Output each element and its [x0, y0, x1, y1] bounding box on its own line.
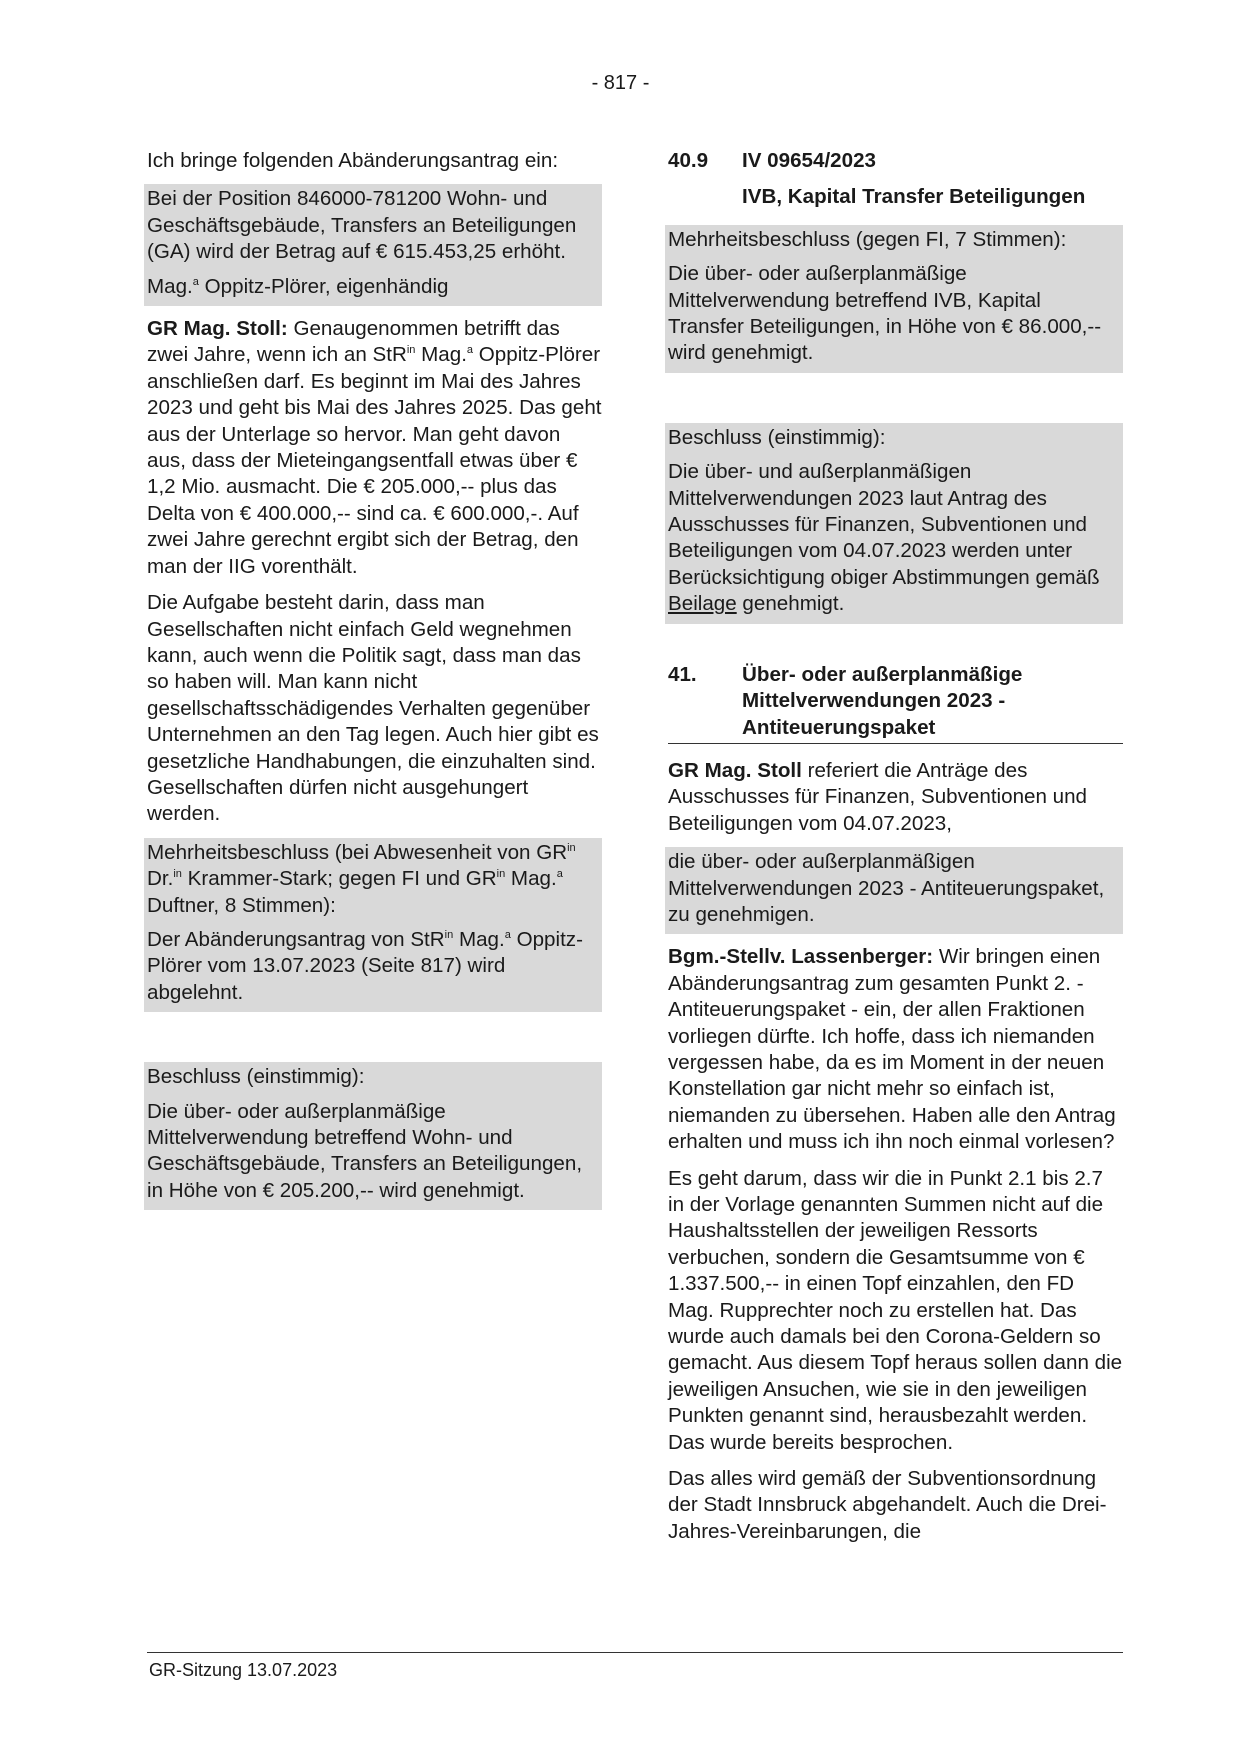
rejection-text: Der Abänderungsantrag von StR$^{in}$ Mag.$^a$ Oppitz-Plörer vom 13.07.2023 (Seite 817) wird abgelehnt.: [147, 927, 583, 1004]
overall-resolution-label: Beschluss (einstimmig):: [668, 425, 886, 449]
item-title: IVB, Kapital Transfer Beteiligungen: [742, 185, 1086, 209]
task-paragraph: Die Aufgabe besteht darin, dass man Gesellschaften nicht einfach Geld wegnehmen kann, auch wenn die Politik sagt, dass man das so haben will. Man kann nicht gesellschaftsschädigendes Verhalten gegenüber Unternehmen an den Tag legen. Auch hier gibt es gesetzliche Handhabungen, die einzuhalten sind. Gesellschaften dürfen nicht ausgehungert werden.: [147, 591, 599, 826]
item-heading: [668, 148, 1123, 174]
section-title: Über- oder außerplanmäßige Mittelverwendungen 2023 - Antiteuerungspaket: [742, 662, 1023, 739]
speaker-name: GR Mag. Stoll:: [147, 317, 288, 341]
speaker-name: GR Mag. Stoll: [668, 758, 802, 782]
subsidy-paragraph: Das alles wird gemäß der Subventionsordnung der Stadt Innsbruck abgehandelt. Auch die Drei-Jahres-Vereinbarungen, die: [668, 1467, 1107, 1543]
motion-text: die über- oder außerplanmäßigen Mittelverwendungen 2023 - Antiteuerungspaket, zu genehmigen.: [668, 850, 1105, 926]
stoll-statement: GR Mag. Stoll: Genaugenommen betrifft das zwei Jahre, wenn ich an StR$^{in}$ Mag.$^a$ Oppitz-Plörer anschließen darf. Es beginnt im Mai des Jahres 2023 und geht bis Mai des Jahres 2025. Das geht aus der Unterlage so hervor. Man geht davon aus, dass der Mieteingangsentfall etwas über € 1,2 Mio. ausmacht. Die € 205.000,-- plus das Delta von € 400.000,-- sind ca. € 600.000,-. Auf zwei Jahre gerechnt ergibt sich der Betrag, den man der IIG vorenthält.: [147, 317, 602, 578]
lassenberger-statement: Bgm.-Stellv. Lassenberger: Wir bringen einen Abänderungsantrag zum gesamten Punkt 2. - Antiteuerungspaket - ein, der allen Fraktionen vorliegen dürfte. Ich hoffe, dass ich niemanden vergessen habe, da es im Moment in der neuen Konstellation gar nicht mehr so einfach ist, niemanden zu übersehen. Haben alle den Antrag erhalten und muss ich ihn noch einmal vorlesen?: [668, 945, 1116, 1154]
right-column: [668, 148, 1123, 1555]
item-code: IV 09654/2023: [742, 149, 876, 172]
section-number: 41.: [668, 662, 697, 686]
amendment-box: [144, 184, 602, 306]
footer-divider: [147, 1652, 1123, 1653]
left-column: [147, 148, 602, 1220]
section-heading: [668, 662, 1123, 744]
amendment-text: Bei der Position 846000-781200 Wohn- und Geschäftsgebäude, Transfers an Beteiligungen (GA) wird der Betrag auf € 615.453,25 erhöht.: [147, 187, 577, 264]
amendment-signature: Mag.$^a$ Oppitz-Plörer, eigenhändig: [147, 274, 449, 298]
speaker-name: Bgm.-Stellv. Lassenberger:: [668, 945, 934, 969]
overall-resolution-box: [665, 423, 1123, 624]
item-decision-box: [665, 225, 1123, 373]
resolution-label: Beschluss (einstimmig):: [147, 1065, 365, 1089]
intro-paragraph: Ich bringe folgenden Abänderungsantrag ein:: [147, 149, 559, 172]
item-majority-decision: Mehrheitsbeschluss (gegen FI, 7 Stimmen):: [668, 227, 1067, 251]
page-number: - 817 -: [591, 72, 650, 94]
item-decision-text: Die über- oder außerplanmäßige Mittelverwendung betreffend IVB, Kapital Transfer Beteiligungen, in Höhe von € 86.000,-- wird genehmigt.: [668, 262, 1102, 365]
motion-box: [665, 847, 1123, 934]
resolution-text: Die über- oder außerplanmäßige Mittelverwendung betreffend Wohn- und Geschäftsgebäude, Transfers an Beteiligungen, in Höhe von € 205.200,-- wird genehmigt.: [147, 1099, 583, 1202]
item-number: 40.9: [668, 149, 709, 172]
resolution-box: [144, 1062, 602, 1210]
attachment-link[interactable]: Beilage: [668, 592, 737, 616]
majority-decision-box: [144, 838, 602, 1012]
explanation-paragraph: Es geht darum, dass wir die in Punkt 2.1 bis 2.7 in der Vorlage genannten Summen nicht auf die Haushaltsstellen der jeweiligen Ressorts verbuchen, sondern die Gesamtsumme von € 1.337.500,-- in einen Topf einzahlen, den FD Mag. Rupprechter noch zu erstellen hat. Das wurde auch damals bei den Corona-Geldern so gemacht. Aus diesem Topf heraus sollen dann die jeweiligen Ansuchen, wie sie in den jeweiligen Punkten genannt sind, herausbezahlt werden. Das wurde bereits besprochen.: [668, 1166, 1123, 1454]
majority-decision: Mehrheitsbeschluss (bei Abwesenheit von $GR^{in}$ Dr.$^{in}$ Krammer-Stark; gegen FI und $GR^{in}$ Mag.$^a$ Duftner, 8 Stimmen):: [147, 840, 576, 917]
footer-text: GR-Sitzung 13.07.2023: [149, 1660, 338, 1680]
overall-resolution-text: Die über- und außerplanmäßigen Mittelverwendungen 2023 laut Antrag des Ausschusses für Finanzen, Subventionen und Beteiligungen vom 04.07.2023 werden unter Berücksichtigung obiger Abstimmungen gemäß Beilage genehmigt.: [668, 460, 1100, 616]
report-paragraph: GR Mag. Stoll referiert die Anträge des Ausschusses für Finanzen, Subventionen und Beteiligungen vom 04.07.2023,: [668, 758, 1088, 835]
